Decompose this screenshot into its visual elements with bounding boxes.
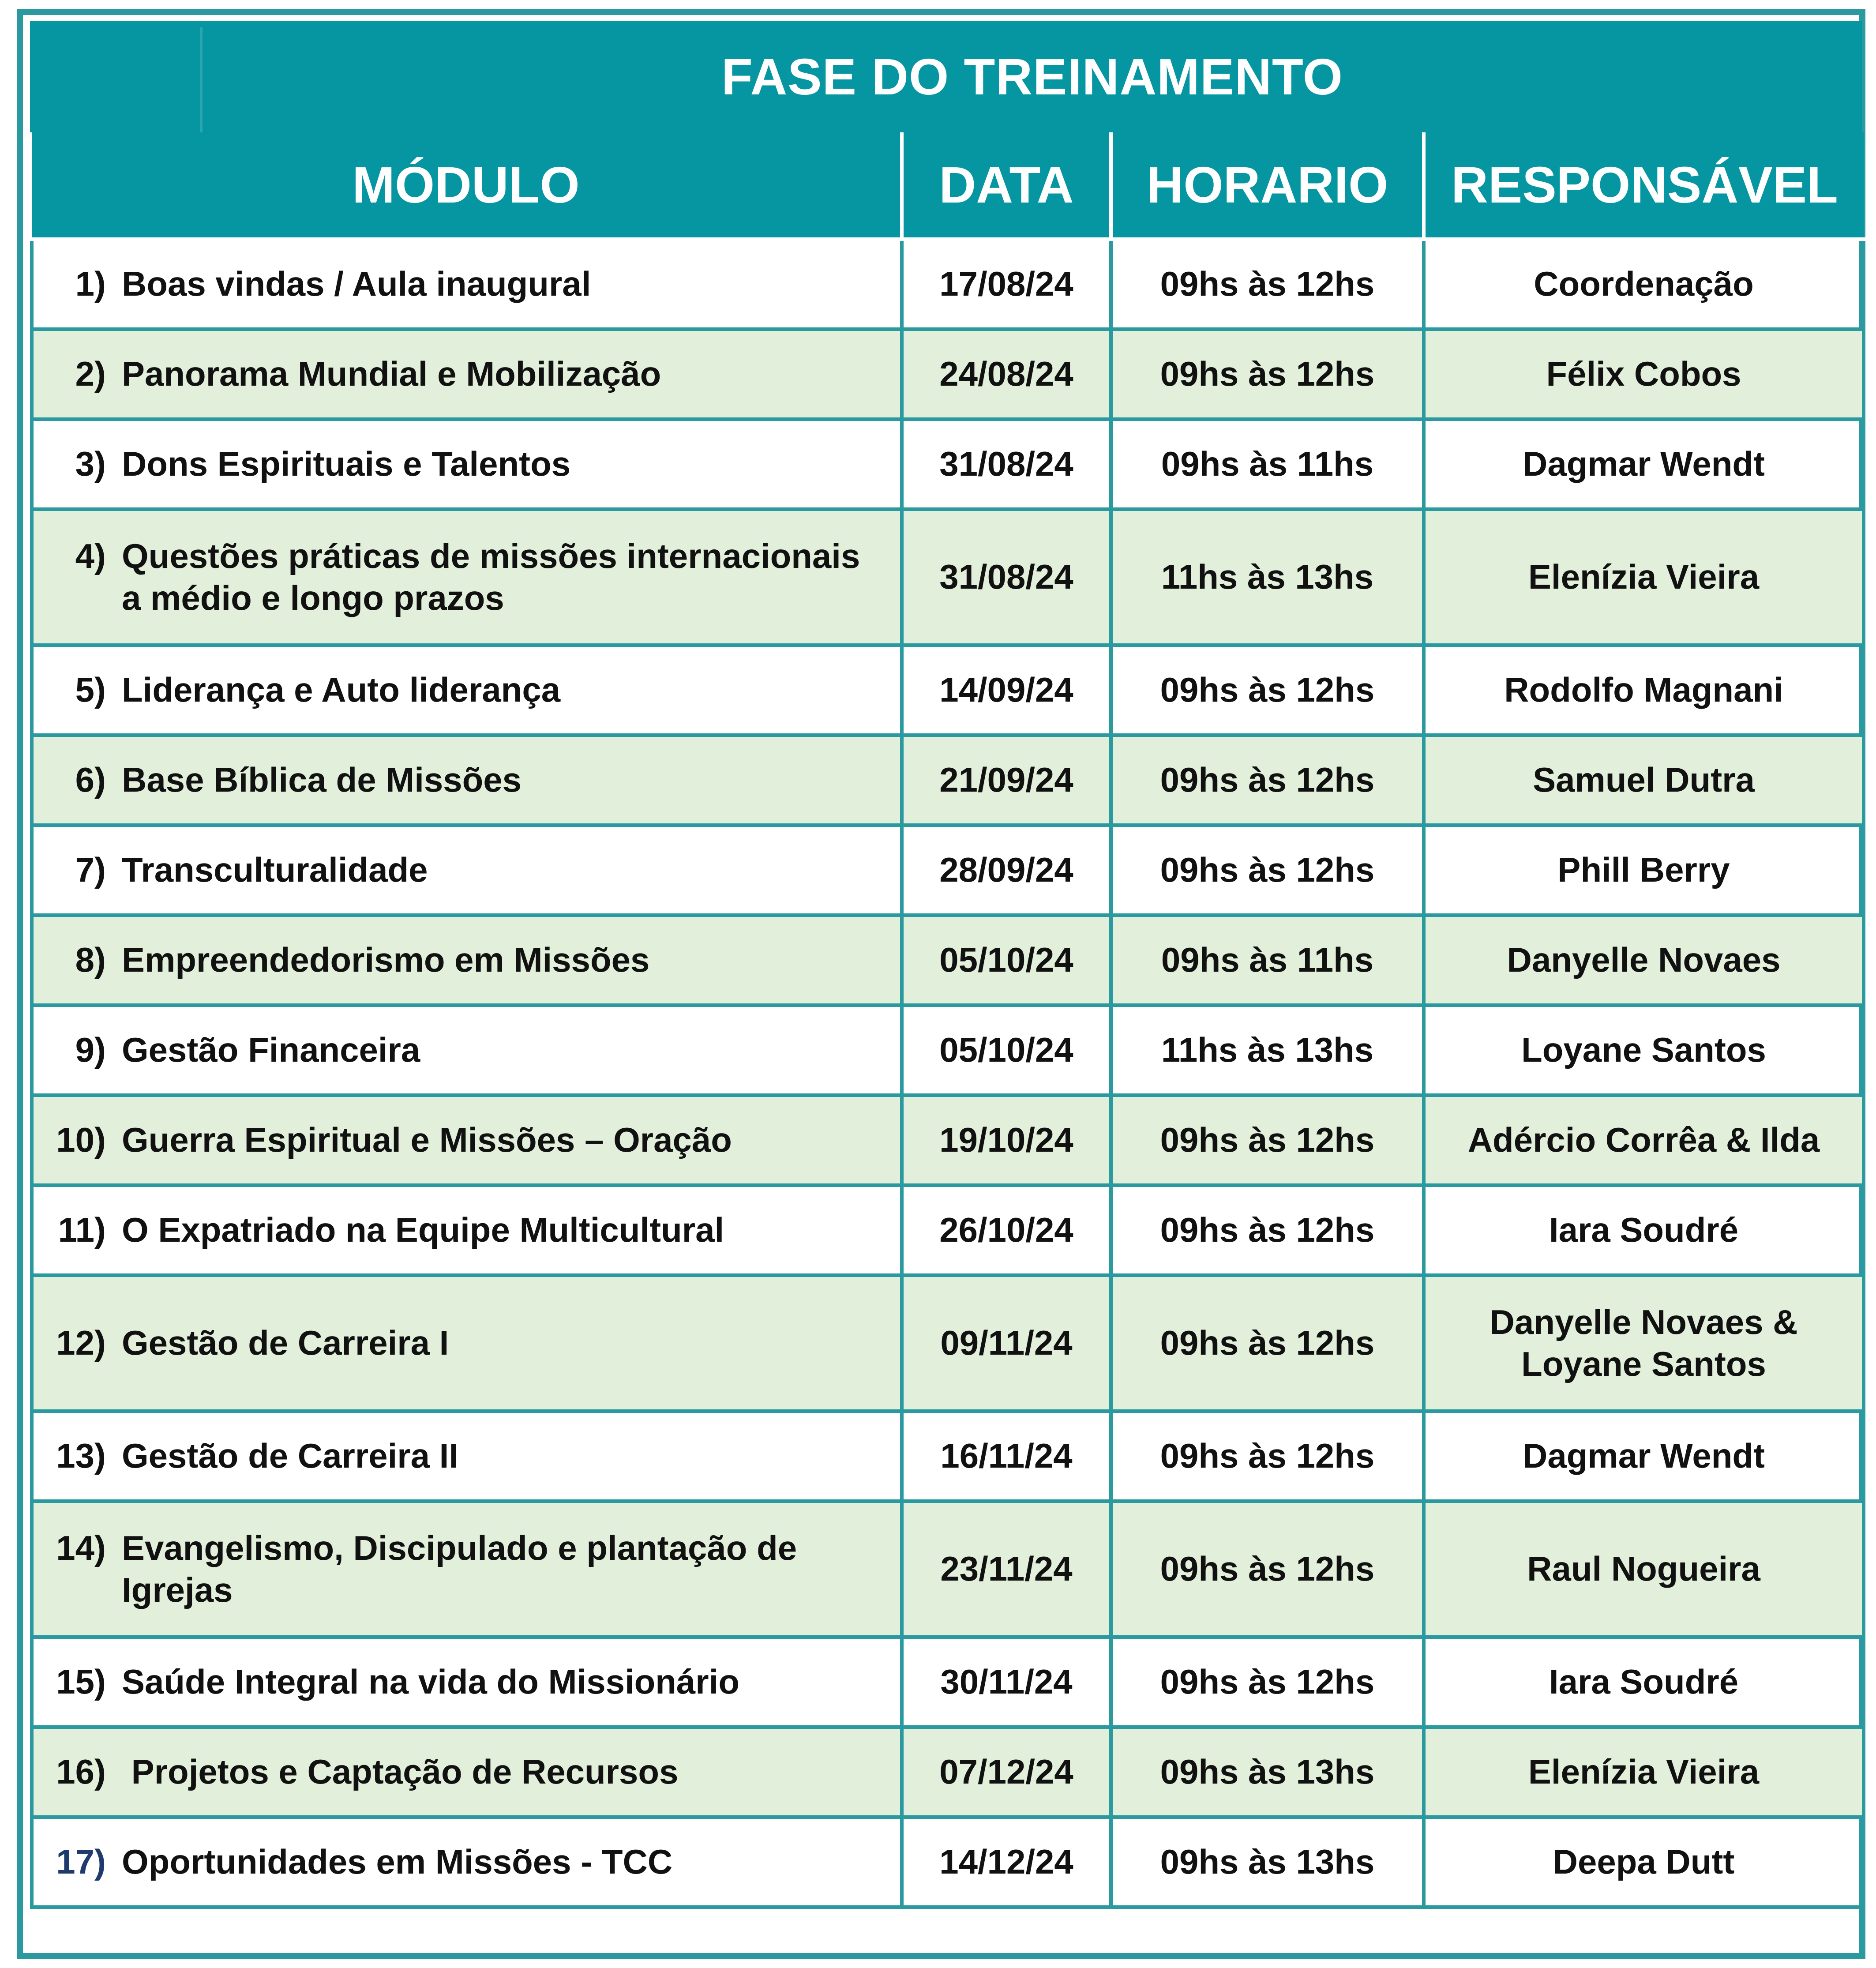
table-row <box>32 1727 1864 1817</box>
module-title: Boas vindas / Aula inaugural <box>122 264 591 304</box>
module-title: Gestão Financeira <box>122 1030 420 1070</box>
module-cell <box>32 239 902 329</box>
module-title: Projetos e Captação de Recursos <box>122 1752 679 1791</box>
module-content <box>34 535 900 619</box>
schedule-frame <box>17 9 1865 1959</box>
table-row <box>32 1637 1864 1727</box>
module-number: 7) <box>75 850 106 890</box>
module-content <box>34 1119 900 1161</box>
module-content <box>34 669 900 711</box>
module-title: Guerra Espiritual e Missões – Oração <box>122 1120 732 1160</box>
module-number: 3) <box>75 444 106 484</box>
module-number: 9) <box>75 1030 106 1070</box>
time-cell: 09hs às 12hs <box>1111 1185 1424 1275</box>
module-cell <box>32 1005 902 1095</box>
module-cell <box>32 645 902 735</box>
module-cell <box>32 1727 902 1817</box>
header-responsible: RESPONSÁVEL <box>1424 132 1864 239</box>
responsible-cell: Phill Berry <box>1424 825 1864 915</box>
table-row <box>32 645 1864 735</box>
time-cell: 09hs às 12hs <box>1111 735 1424 825</box>
responsible-cell: Deepa Dutt <box>1424 1817 1864 1907</box>
date-cell: 05/10/24 <box>902 1005 1111 1095</box>
responsible-cell: Elenízia Vieira <box>1424 509 1864 645</box>
module-title: Questões práticas de missões internacionais a médio e longo prazos <box>122 536 870 617</box>
module-title: Oportunidades em Missões - TCC <box>122 1842 673 1882</box>
module-cell <box>32 1637 902 1727</box>
module-cell <box>32 915 902 1005</box>
module-cell <box>32 825 902 915</box>
table-row <box>32 1005 1864 1095</box>
date-cell: 05/10/24 <box>902 915 1111 1005</box>
module-cell <box>32 1817 902 1907</box>
date-cell: 14/12/24 <box>902 1817 1111 1907</box>
responsible-cell: Loyane Santos <box>1424 1005 1864 1095</box>
time-cell: 11hs às 13hs <box>1111 1005 1424 1095</box>
module-content <box>34 1209 900 1251</box>
table-row <box>32 1275 1864 1411</box>
responsible-cell: Félix Cobos <box>1424 329 1864 419</box>
module-cell <box>32 329 902 419</box>
module-cell <box>32 419 902 509</box>
table-row <box>32 915 1864 1005</box>
date-cell: 31/08/24 <box>902 419 1111 509</box>
module-number: 6) <box>75 760 106 800</box>
date-cell: 14/09/24 <box>902 645 1111 735</box>
module-number: 16) <box>56 1752 106 1791</box>
date-cell: 24/08/24 <box>902 329 1111 419</box>
module-content <box>34 1029 900 1071</box>
table-row <box>32 1185 1864 1275</box>
module-number: 12) <box>56 1323 106 1363</box>
time-cell: 09hs às 12hs <box>1111 1095 1424 1185</box>
date-cell: 16/11/24 <box>902 1411 1111 1501</box>
time-cell: 09hs às 13hs <box>1111 1727 1424 1817</box>
responsible-cell: Iara Soudré <box>1424 1185 1864 1275</box>
time-cell: 09hs às 12hs <box>1111 645 1424 735</box>
time-cell: 09hs às 12hs <box>1111 1411 1424 1501</box>
module-title: Empreendedorismo em Missões <box>122 940 650 980</box>
module-content <box>34 1751 900 1793</box>
module-title: Evangelismo, Discipulado e plantação de Igrejas <box>122 1528 807 1609</box>
table-row <box>32 1411 1864 1501</box>
module-title: Gestão de Carreira I <box>122 1323 449 1363</box>
date-cell: 31/08/24 <box>902 509 1111 645</box>
header-date: DATA <box>902 132 1111 239</box>
module-cell <box>32 1095 902 1185</box>
module-content <box>34 939 900 981</box>
module-number: 2) <box>75 354 106 394</box>
module-cell <box>32 1275 902 1411</box>
module-title: Base Bíblica de Missões <box>122 760 522 800</box>
table-row <box>32 1095 1864 1185</box>
module-title: Liderança e Auto liderança <box>122 670 561 710</box>
time-cell: 09hs às 12hs <box>1111 825 1424 915</box>
responsible-cell: Adércio Corrêa & Ilda <box>1424 1095 1864 1185</box>
table-row <box>32 419 1864 509</box>
module-title: Panorama Mundial e Mobilização <box>122 354 661 394</box>
module-content <box>34 1661 900 1703</box>
header-module: MÓDULO <box>32 132 902 239</box>
module-number: 13) <box>56 1436 106 1476</box>
table-row <box>32 1501 1864 1637</box>
date-cell: 21/09/24 <box>902 735 1111 825</box>
module-number: 8) <box>75 940 106 980</box>
date-cell: 17/08/24 <box>902 239 1111 329</box>
responsible-cell: Dagmar Wendt <box>1424 1411 1864 1501</box>
table-row <box>32 825 1864 915</box>
module-number: 1) <box>75 264 106 304</box>
time-cell: 09hs às 12hs <box>1111 1637 1424 1727</box>
header-time: HORARIO <box>1111 132 1424 239</box>
responsible-cell: Coordenação <box>1424 239 1864 329</box>
date-cell: 07/12/24 <box>902 1727 1111 1817</box>
responsible-cell: Rodolfo Magnani <box>1424 645 1864 735</box>
time-cell: 11hs às 13hs <box>1111 509 1424 645</box>
module-number: 5) <box>75 670 106 710</box>
module-content <box>34 443 900 485</box>
time-cell: 09hs às 11hs <box>1111 419 1424 509</box>
module-title: Saúde Integral na vida do Missionário <box>122 1662 739 1701</box>
module-content <box>34 1322 900 1364</box>
time-cell: 09hs às 13hs <box>1111 1817 1424 1907</box>
table-row <box>32 735 1864 825</box>
title-bar <box>30 21 1862 132</box>
module-title: Dons Espirituais e Talentos <box>122 444 571 484</box>
module-cell <box>32 1185 902 1275</box>
time-cell: 09hs às 11hs <box>1111 915 1424 1005</box>
table-row <box>32 329 1864 419</box>
module-number: 11) <box>58 1210 106 1250</box>
module-content <box>34 353 900 395</box>
date-cell: 30/11/24 <box>902 1637 1111 1727</box>
time-cell: 09hs às 12hs <box>1111 1501 1424 1637</box>
table-row <box>32 509 1864 645</box>
date-cell: 23/11/24 <box>902 1501 1111 1637</box>
page-title: FASE DO TREINAMENTO <box>721 48 1343 105</box>
schedule-table <box>30 132 1865 1909</box>
date-cell: 28/09/24 <box>902 825 1111 915</box>
module-cell <box>32 1501 902 1637</box>
responsible-cell: Dagmar Wendt <box>1424 419 1864 509</box>
module-cell <box>32 509 902 645</box>
date-cell: 26/10/24 <box>902 1185 1111 1275</box>
module-title: Gestão de Carreira II <box>122 1436 459 1476</box>
module-number: 14) <box>56 1528 106 1567</box>
module-content <box>34 1527 900 1611</box>
module-title: Transculturalidade <box>122 850 428 890</box>
module-content <box>34 759 900 801</box>
responsible-cell: Iara Soudré <box>1424 1637 1864 1727</box>
module-content <box>34 1435 900 1477</box>
responsible-cell: Raul Nogueira <box>1424 1501 1864 1637</box>
responsible-cell: Danyelle Novaes & Loyane Santos <box>1424 1275 1864 1411</box>
module-number: 10) <box>56 1120 106 1160</box>
responsible-cell: Danyelle Novaes <box>1424 915 1864 1005</box>
date-cell: 19/10/24 <box>902 1095 1111 1185</box>
module-cell <box>32 735 902 825</box>
responsible-cell: Samuel Dutra <box>1424 735 1864 825</box>
table-header-row <box>32 132 1864 239</box>
module-cell <box>32 1411 902 1501</box>
time-cell: 09hs às 12hs <box>1111 239 1424 329</box>
date-cell: 09/11/24 <box>902 1275 1111 1411</box>
module-number: 15) <box>56 1662 106 1701</box>
responsible-cell: Elenízia Vieira <box>1424 1727 1864 1817</box>
time-cell: 09hs às 12hs <box>1111 329 1424 419</box>
module-number: 4) <box>75 536 106 575</box>
module-content <box>34 263 900 305</box>
module-number: 17) <box>56 1842 106 1882</box>
table-row <box>32 239 1864 329</box>
time-cell: 09hs às 12hs <box>1111 1275 1424 1411</box>
module-title: O Expatriado na Equipe Multicultural <box>122 1210 724 1250</box>
module-content <box>34 849 900 891</box>
table-row <box>32 1817 1864 1907</box>
module-content <box>34 1841 900 1883</box>
